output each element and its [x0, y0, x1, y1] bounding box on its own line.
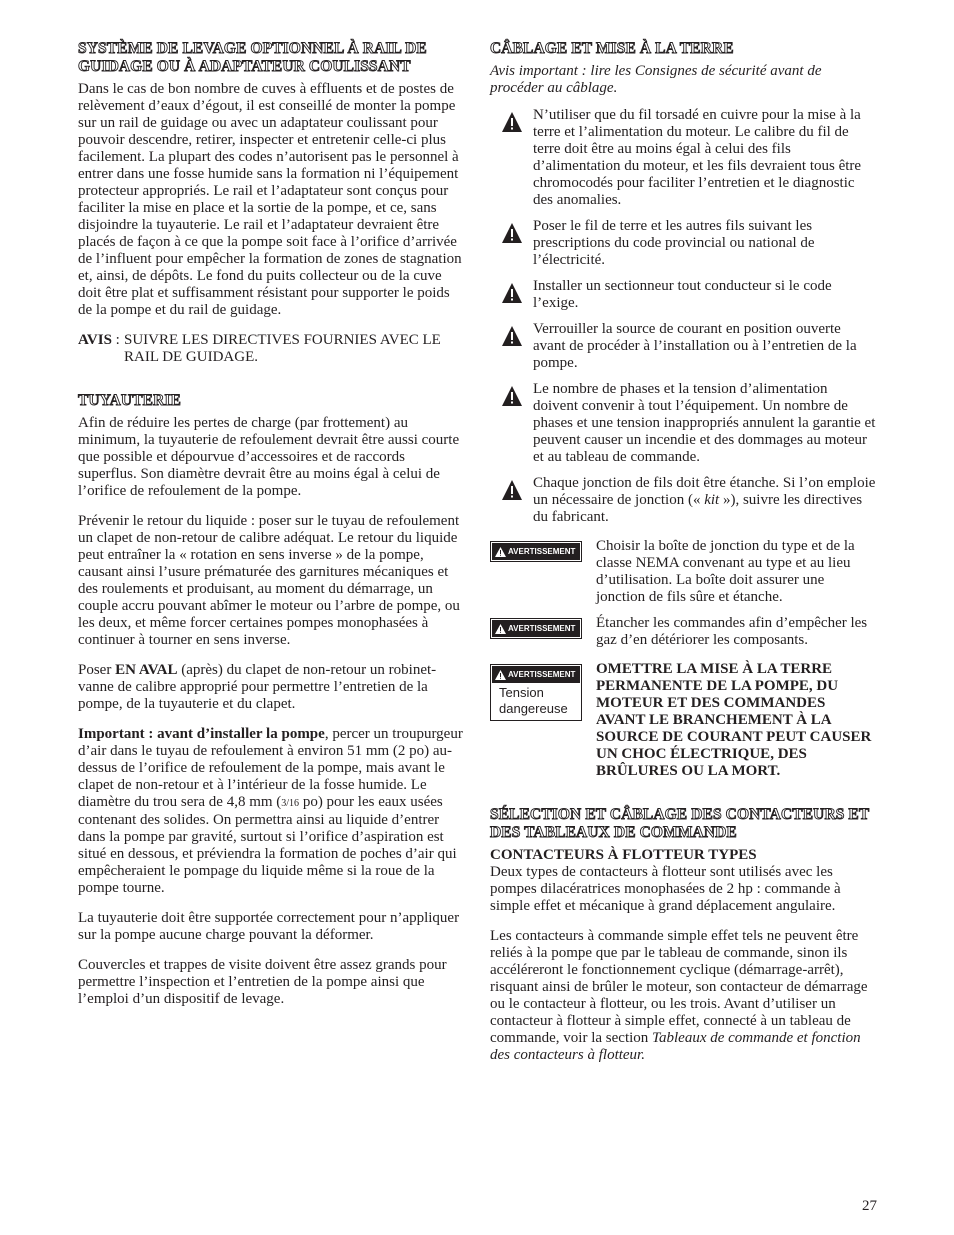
- paragraph: Dans le cas de bon nombre de cuves à effluents et de postes de relèvement d’eaux d’égout, il est conseillé de monter la pompe sur un rail de guidage ou avec un adaptateur coulissant pour pouvoir descendre, retirer, inspecter et entretenir celle-ci plus facilement. La plupart des codes n’autorisent pas le personnel à entrer dans une fosse humide sans la formation ni l’équipement protecteur appropriés. Le rail et l’adaptateur sont conçus pour faciliter la mise en place et la sortie de la pompe, et ce, sans disjoindre la tuyauterie. Le rail et l’adaptateur devraient être placés de façon à ce que la pompe soit face à l’orifice d’arrivée de l’influent pour empêcher la formation de zones de stagnation et, ainsi, de dépôts. Le fond du puits collecteur ou de la cuve doit être plat et suffisamment résistant pour supporter le poids de la pompe et du rail de guidage.: [78, 81, 462, 318]
- warning-triangle-icon: [501, 479, 523, 501]
- warning-item: Installer un sectionneur tout conducteur si le code l’exige.: [490, 278, 876, 312]
- section-title-wiring: CÂBLAGE ET MISE À LA TERRE: [490, 40, 734, 57]
- paragraph: Les contacteurs à commande simple effet tels ne peuvent être reliés à la pompe que par le tableau de commande, sinon ils accéléreront le fonctionnement cyclique (démarrage-arrêt), risquant ainsi de brûler le moteur, son contacteur de démarrage ou le contacteur à flotteur, ou les trois. Avant d’utiliser un contacteur à flotteur à simple effet, connecté à un tableau de commande, voir la section Tableaux de commande et fonction des contacteurs à flotteur.: [490, 928, 868, 1063]
- warning-item: Poser le fil de terre et les autres fils suivant les prescriptions du code provincial ou national de l’électricité.: [490, 218, 876, 269]
- section-title-piping: TUYAUTERIE: [78, 392, 181, 409]
- fraction: 3/16: [281, 798, 300, 809]
- warning-triangle-icon: [495, 547, 506, 557]
- paragraph: Couvercles et trappes de visite doivent être assez grands pour permettre l’inspection et l’entretien de la pompe ainsi que l’emploi d’un dispositif de levage.: [78, 957, 447, 1007]
- paragraph: Prévenir le retour du liquide : poser sur le tuyau de refoulement un clapet de non-retour de calibre adéquat. Le retour du liquide peut entraîner la « rotation en sens inverse » de la pompe, causant ainsi l’usure prématurée des garnitures mécaniques et des roulements et produisant, au moment du démarrage, un couple accru pouvant abîmer le moteur ou l’arbre de pompe, ou les deux, et même forcer certaines pompes monophasées à continuer à tourner en sens inverse.: [78, 513, 460, 648]
- warning-triangle-icon: [501, 325, 523, 347]
- warning-triangle-icon: [501, 222, 523, 244]
- paragraph: La tuyauterie doit être supportée correctement pour n’appliquer sur la pompe aucune charge pouvant la déformer.: [78, 910, 460, 943]
- notice: [78, 332, 464, 366]
- warning-box-item: AVERTISSEMENT Tension dangereuse OMETTRE LA MISE À LA TERRE PERMANENTE DE LA POMPE, DU MOTEUR ET DES COMMANDES AVANT LE BRANCHEMENT À LA SOURCE DE COURANT PEUT CAUSER UN CHOC ÉLECTRIQUE, DES BRÛLURES OU LA MORT.: [490, 661, 876, 780]
- warning-item: Le nombre de phases et la tension d’alimentation doivent convenir à tout l’équipement. Un nombre de phases et une tension inappropriés annulent la garantie et peuvent causer un incendie et des dommages au moteur et au tableau de commande.: [490, 381, 876, 466]
- page-number: 27: [862, 1198, 877, 1214]
- section-title-guide-rail: SYSTÈME DE LEVAGE OPTIONNEL À RAIL DE GUIDAGE OU À ADAPTATEUR COULISSANT: [78, 40, 427, 75]
- warning-triangle-icon: [501, 282, 523, 304]
- warning-item: Verrouiller la source de courant en position ouverte avant de procéder à l’installation ou à l’entretien de la pompe.: [490, 321, 876, 372]
- paragraph: Important : avant d’installer la pompe, percer un troupurgeur d’air dans le tuyau de refoulement à environ 51 mm (2 po) au-dessus de l’orifice de refoulement de la pompe, mais avant le clapet de non-retour et à l’intérieur de la fosse humide. Le diamètre du trou sera de 4,8 mm (3/16 po) pour les eaux usées contenant des solides. On permettra ainsi au liquide d’entrer dans la pompe par gravité, surtout si l’orifice d’aspiration est situé en dessous, et préviendra la formation de poches d’air qui empêcheraient le pompage du liquide même si la roue de la pompe tourne.: [78, 726, 463, 896]
- section-title-contactors: SÉLECTION ET CÂBLAGE DES CONTACTEURS ET DES TABLEAUX DE COMMANDE: [490, 806, 870, 841]
- warning-item: Chaque jonction de fils doit être étanche. Si l’on emploie un nécessaire de jonction (« kit »), suivre les directives du fabricant.: [490, 475, 876, 526]
- warning-triangle-icon: [501, 385, 523, 407]
- warning-badge: AVERTISSEMENT: [490, 541, 582, 562]
- warning-triangle-icon: [495, 670, 506, 680]
- badge-text: Tension dangereuse: [499, 685, 568, 716]
- left-column: [78, 40, 464, 1021]
- warning-badge: AVERTISSEMENT: [490, 618, 582, 639]
- notice-label: AVIS :: [78, 332, 120, 348]
- warning-item: N’utiliser que du fil torsadé en cuivre pour la mise à la terre et l’alimentation du moteur. Le calibre du fil de terre doit être au moins égal à celui des fils d’alimentation du moteur, et les fils devraient tous être chromocodés pour faciliter l’entretien et le diagnostic des anomalies.: [490, 107, 876, 209]
- right-column: [490, 40, 876, 1077]
- paragraph: Afin de réduire les pertes de charge (par frottement) au minimum, la tuyauterie de refoulement devrait être aussi courte que possible et dépourvue d’accessoires et de raccords superflus. Son diamètre devrait être au moins égal à celui de l’orifice de refoulement de la pompe.: [78, 415, 460, 499]
- paragraph: Deux types de contacteurs à flotteur sont utilisés avec les pompes dilacératrices monophasées de 2 hp : commande à simple effet et mécanique à grand déplacement angulaire.: [490, 864, 841, 914]
- warning-box-item: AVERTISSEMENT Étancher les commandes afin d’empêcher les gaz d’en détériorer les composants.: [490, 615, 876, 649]
- warning-triangle-icon: [495, 624, 506, 634]
- warning-box-item: AVERTISSEMENT Choisir la boîte de jonction du type et de la classe NEMA convenant au type et au lieu d’utilisation. La boîte doit assurer une jonction de fils sûre et étanche.: [490, 538, 876, 606]
- warning-triangle-icon: [501, 111, 523, 133]
- important-notice: Avis important : lire les Consignes de sécurité avant de procéder au câblage.: [490, 63, 822, 96]
- subsection-title: CONTACTEURS À FLOTTEUR TYPES: [490, 847, 757, 863]
- warning-badge-voltage: AVERTISSEMENT Tension dangereuse: [490, 664, 582, 721]
- notice-text: SUIVRE LES DIRECTIVES FOURNIES AVEC LE RAIL DE GUIDAGE.: [124, 332, 441, 365]
- paragraph: Poser EN AVAL (après) du clapet de non-retour un robinet-vanne de calibre approprié pour permettre l’entretien de la pompe, de la tuyauterie et du clapet.: [78, 662, 437, 712]
